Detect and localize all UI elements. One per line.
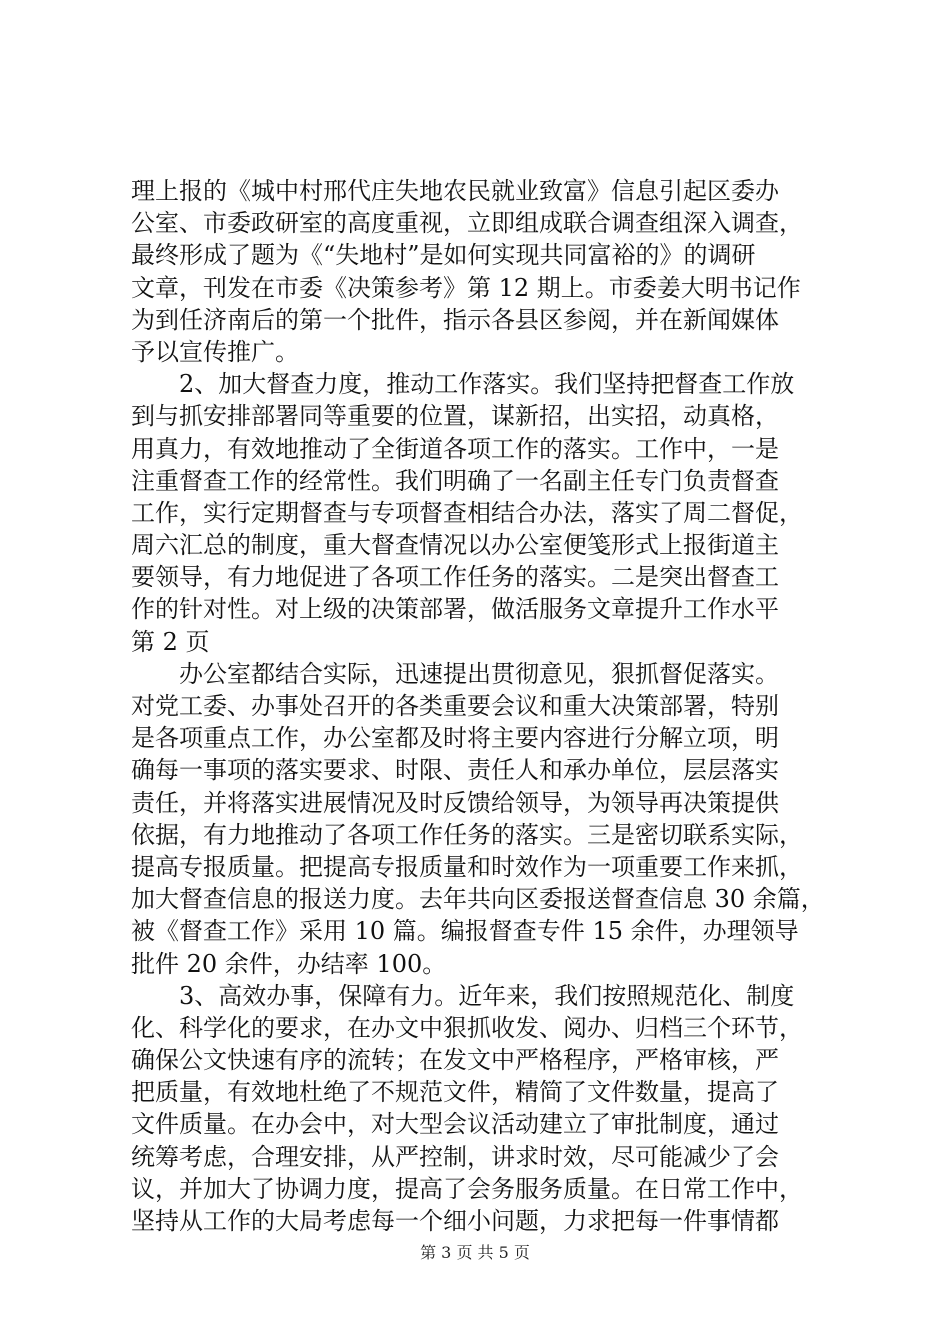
inline-page-marker: 第 2 页 — [131, 627, 210, 656]
text-line: 2、加大督查力度，推动工作落实。我们坚持把督查工作放 — [131, 370, 795, 399]
text-line: 提高专报质量。把提高专报质量和时效作为一项重要工作来抓， — [131, 852, 803, 881]
text-line: 到与抓安排部署同等重要的位置，谋新招，出实招，动真格， — [131, 402, 779, 431]
text-line: 统筹考虑，合理安排，从严控制，讲求时效，尽可能减少了会 — [131, 1142, 779, 1171]
page-footer: 第 3 页 共 5 页 — [420, 1243, 530, 1262]
text-line: 把质量，有效地杜绝了不规范文件，精简了文件数量，提高了 — [131, 1078, 779, 1107]
text-line: 最终形成了题为《“失地村”是如何实现共同富裕的》的调研 — [131, 241, 756, 270]
text-line: 注重督查工作的经常性。我们明确了一名副主任专门负责督查 — [131, 466, 779, 495]
text-line: 办公室都结合实际，迅速提出贯彻意见，狠抓督促落实。 — [131, 659, 779, 688]
text-line: 批件 20 余件，办结率 100。 — [131, 949, 447, 978]
text-line: 予以宣传推广。 — [131, 337, 299, 366]
text-line: 对党工委、办事处召开的各类重要会议和重大决策部署，特别 — [131, 692, 779, 720]
text-line: 文件质量。在办会中，对大型会议活动建立了审批制度，通过 — [131, 1110, 779, 1139]
text-line: 为到任济南后的第一个批件，指示各县区参阅，并在新闻媒体 — [131, 305, 779, 334]
text-line: 确保公文快速有序的流转；在发文中严格程序，严格审核，严 — [131, 1046, 779, 1075]
text-line: 是各项重点工作，办公室都及时将主要内容进行分解立项，明 — [131, 724, 779, 753]
text-line: 3、高效办事，保障有力。近年来，我们按照规范化、制度 — [131, 981, 795, 1010]
text-line: 议，并加大了协调力度，提高了会务服务质量。在日常工作中， — [131, 1174, 803, 1203]
text-line: 被《督查工作》采用 10 篇。编报督查专件 15 余件，办理领导 — [131, 917, 799, 946]
text-line: 要领导，有力地促进了各项工作任务的落实。二是突出督查工 — [131, 563, 779, 592]
text-line: 依据，有力地推动了各项工作任务的落实。三是密切联系实际， — [131, 820, 803, 849]
text-line: 加大督查信息的报送力度。去年共向区委报送督查信息 30 余篇， — [131, 885, 825, 914]
text-line: 公室、市委政研室的高度重视，立即组成联合调查组深入调查， — [131, 209, 803, 238]
text-line: 责任，并将落实进展情况及时反馈给领导，为领导再决策提供 — [131, 788, 779, 817]
text-line: 确每一事项的落实要求、时限、责任人和承办单位，层层落实 — [131, 756, 779, 785]
text-line: 周六汇总的制度，重大督查情况以办公室便笺形式上报街道主 — [131, 531, 779, 560]
text-line: 文章，刊发在市委《决策参考》第 12 期上。市委姜大明书记作 — [131, 273, 801, 302]
text-line: 作的针对性。对上级的决策部署，做活服务文章提升工作水平 — [131, 595, 779, 624]
text-line: 用真力，有效地推动了全街道各项工作的落实。工作中，一是 — [131, 434, 779, 463]
document-body — [131, 175, 831, 1237]
text-line: 理上报的《城中村邢代庄失地农民就业致富》信息引起区委办 — [131, 177, 779, 205]
text-line: 工作，实行定期督查与专项督查相结合办法，落实了周二督促， — [131, 498, 803, 527]
text-line: 化、科学化的要求，在办文中狠抓收发、阅办、归档三个环节， — [131, 1013, 803, 1042]
text-line: 坚持从工作的大局考虑每一个细小问题，力求把每一件事情都 — [131, 1207, 779, 1235]
